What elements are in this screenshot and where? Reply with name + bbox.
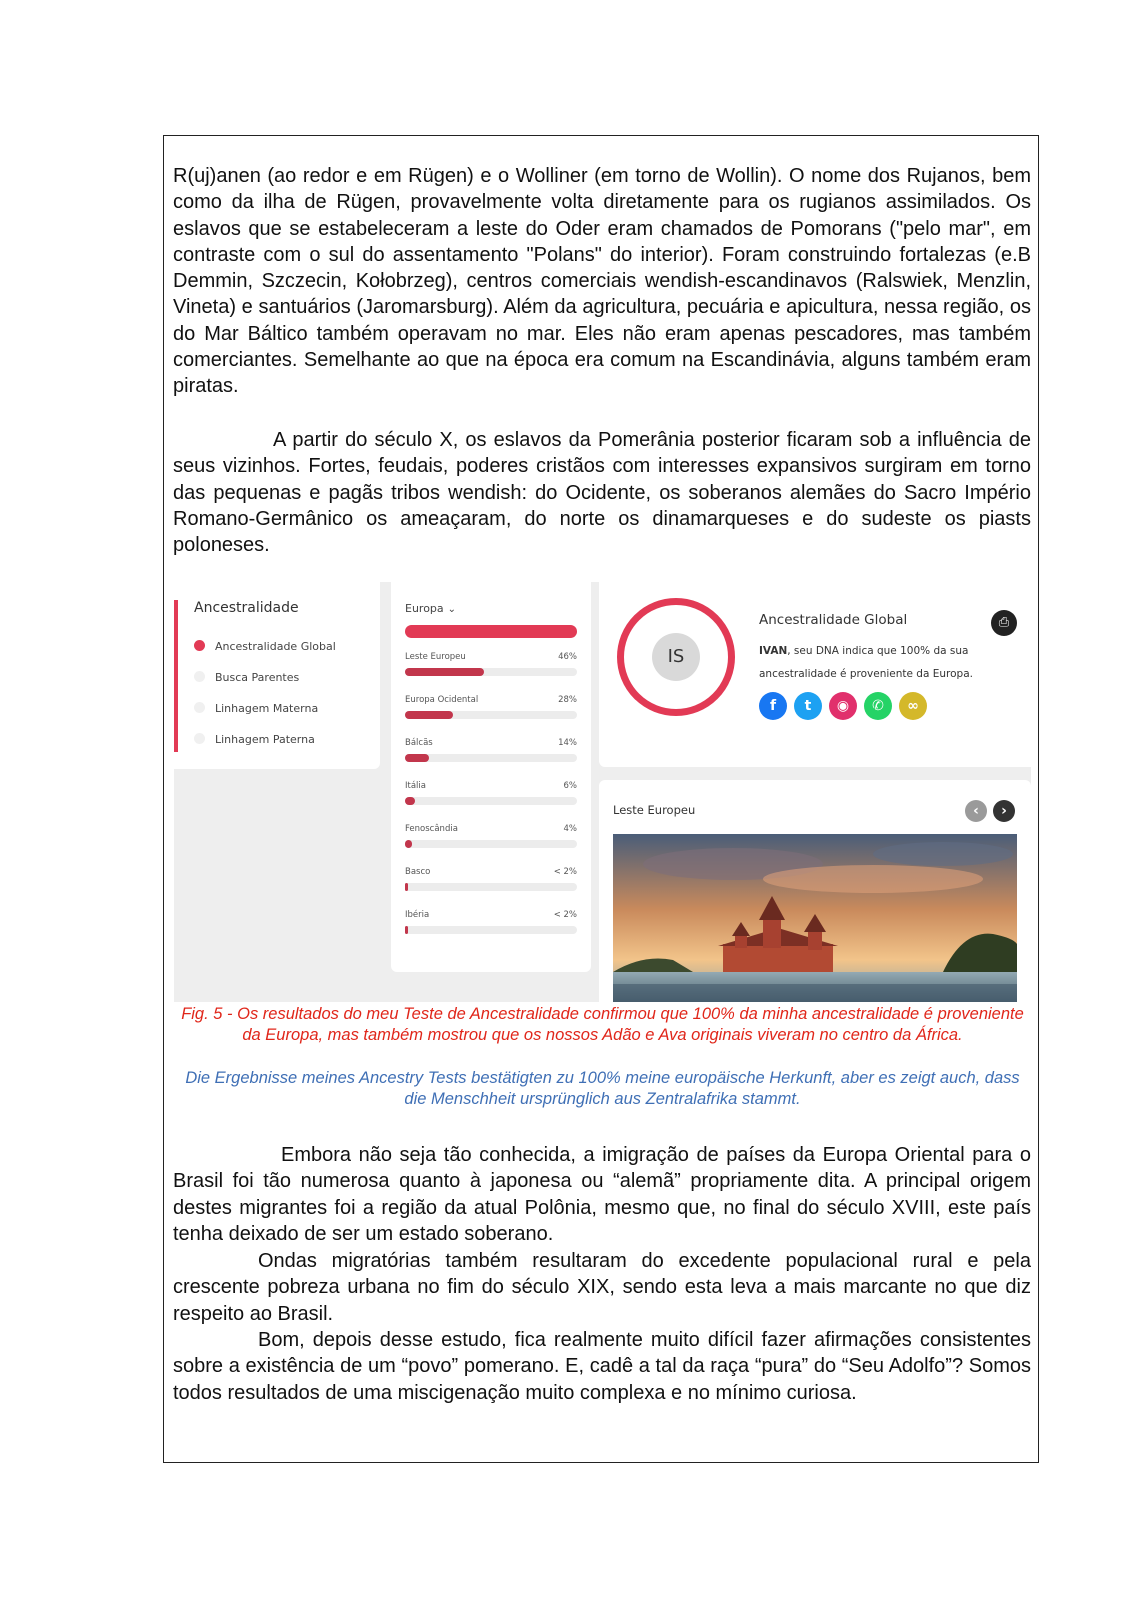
link-icon[interactable]: ∞ (899, 692, 927, 720)
breakdown-percent: 46% (558, 652, 577, 662)
breakdown-fill (405, 840, 412, 848)
next-arrow-icon[interactable]: › (993, 800, 1015, 822)
card-title: Ancestralidade Global (759, 612, 908, 628)
active-dot-icon (194, 640, 205, 651)
breakdown-percent: < 2% (553, 910, 577, 920)
sidebar-item-busca-parentes[interactable]: Busca Parentes (194, 671, 299, 684)
whatsapp-icon[interactable]: ✆ (864, 692, 892, 720)
breakdown-track (405, 840, 577, 848)
breakdown-track (405, 711, 577, 719)
breakdown-row (405, 867, 577, 899)
chevron-down-icon: ⌄ (447, 604, 457, 615)
paragraph-1: R(uj)anen (ao redor e em Rügen) e o Wolliner (em torno de Wollin). O nome dos Rujanos, bem como da ilha de Rügen, provavelmente volta diretamente para os rugianos assimilados. Os eslavos que se estabeleceram a leste do Oder eram chamados de Pomorans ("pelo mar", em contraste com o sul do assentamento "Polans" do interior). Foram construindo fortalezas (e.B Demmin, Szczecin, Kołobrzeg), centros comerciais wendish-escandinavos (Ralswiek, Menzlin, Vineta) e santuários (Jaromarsburg). Além da agricultura, pecuária e apicultura, nessa região, os do Mar Báltico também operavam no mar. Eles não eram apenas pescadores, mas também comerciantes. Semelhante ao que na época era comum na Escandinávia, alguns também eram piratas. (173, 165, 1031, 398)
sidebar-item-ancestralidade-global[interactable]: Ancestralidade Global (194, 640, 336, 653)
breakdown-fill (405, 668, 484, 676)
breakdown-fill (405, 797, 415, 805)
breakdown-fill (405, 883, 408, 891)
breakdown-fill (405, 711, 453, 719)
ancestry-sidebar (174, 582, 380, 769)
breakdown-label: Fenoscândia (405, 824, 458, 834)
instagram-icon[interactable]: ◉ (829, 692, 857, 720)
paragraph-5: Bom, depois desse estudo, fica realmente muito difícil fazer afirmações consistentes sobre a existência de um “povo” pomerano. E, cadê a tal da raça “pura” do “Seu Adolfo”? Somos todos resultados de uma miscigenação muito complexa e no mínimo curiosa. (173, 1329, 1031, 1404)
paragraph-3: Embora não seja tão conhecida, a imigração de países da Europa Oriental para o Brasil foi tão numerosa quanto à japonesa ou “alemã” propriamente dita. A principal origem destes migrantes foi a região da atual Polônia, mesmo que, no final do século XVIII, este país tenha deixado de ser um estado soberano. (173, 1144, 1031, 1245)
figure-caption-german: Die Ergebnisse meines Ancestry Tests bestätigten zu 100% meine europäische Herkunft, aber es zeigt auch, dass die Menschheit ursprünglich aus Zentralafrika stammt. (185, 1069, 1020, 1108)
sidebar-title: Ancestralidade (194, 600, 299, 616)
figure-caption-portuguese: Fig. 5 - Os resultados do meu Teste de Ancestralidade confirmou que 100% da minha ancestralidade é proveniente da Europa, mas também mostrou que os nossos Adão e Ava originais viveram no centro da África. (181, 1005, 1024, 1044)
breakdown-row (405, 652, 577, 684)
paragraph-2: A partir do século X, os eslavos da Pomerânia posterior ficaram sob a influência de seus vizinhos. Fortes, feudais, poderes cristãos com interesses expansivos surgiram em torno das pequenas e pagãs tribos wendish: do Ocidente, os soberanos alemães do Sacro Império Romano-Germânico os ameaçaram, do norte os dinamarqueses e do sudeste os piasts poloneses. (173, 429, 1031, 557)
breakdown-percent: < 2% (553, 867, 577, 877)
region-card (599, 780, 1031, 1002)
breakdown-percent: 4% (563, 824, 577, 834)
ancestry-ring (617, 598, 735, 716)
sidebar-accent-bar (174, 600, 178, 752)
breakdown-track (405, 754, 577, 762)
breakdown-label: Europa Ocidental (405, 695, 479, 705)
region-dropdown[interactable]: Europa ⌄ (405, 602, 457, 615)
sidebar-item-linhagem-paterna[interactable]: Linhagem Paterna (194, 733, 315, 746)
card-text: IVAN, seu DNA indica que 100% da sua ancestralidade é proveniente da Europa. (759, 645, 973, 680)
paragraph-4: Ondas migratórias também resultaram do excedente populacional rural e pela crescente pobreza urbana no fim do século XIX, sendo esta leva a mais marcante no que diz respeito ao Brasil. (173, 1250, 1031, 1325)
breakdown-percent: 28% (558, 695, 577, 705)
castle-landscape-photo (613, 834, 1017, 1002)
breakdown-fill (405, 754, 429, 762)
breakdown-percent: 6% (563, 781, 577, 791)
sidebar-item-linhagem-materna[interactable]: Linhagem Materna (194, 702, 318, 715)
dot-icon (194, 671, 205, 682)
breakdown-track (405, 926, 577, 934)
twitter-icon[interactable]: t (794, 692, 822, 720)
breakdown-row (405, 781, 577, 813)
breakdown-row (405, 695, 577, 727)
avatar: IS (652, 633, 700, 681)
breakdown-label: Leste Europeu (405, 652, 466, 662)
breakdown-row (405, 738, 577, 770)
global-ancestry-card (599, 582, 1031, 767)
print-button[interactable]: ⎙ (991, 610, 1017, 636)
dot-icon (194, 702, 205, 713)
breakdown-row (405, 824, 577, 856)
region-card-title: Leste Europeu (613, 803, 696, 817)
ancestry-breakdown-panel (391, 582, 591, 972)
breakdown-row (405, 910, 577, 942)
breakdown-fill (405, 926, 408, 934)
breakdown-label: Bálcãs (405, 738, 433, 748)
facebook-icon[interactable]: f (759, 692, 787, 720)
dot-icon (194, 733, 205, 744)
breakdown-percent: 14% (558, 738, 577, 748)
share-buttons (759, 692, 934, 720)
previous-arrow-icon[interactable]: ‹ (965, 800, 987, 822)
breakdown-track (405, 883, 577, 891)
ancestry-screenshot-figure (174, 582, 1031, 1002)
breakdown-track (405, 797, 577, 805)
breakdown-track (405, 668, 577, 676)
region-total-bar (405, 625, 577, 638)
breakdown-label: Ibéria (405, 910, 430, 920)
breakdown-label: Basco (405, 867, 431, 877)
breakdown-label: Itália (405, 781, 426, 791)
